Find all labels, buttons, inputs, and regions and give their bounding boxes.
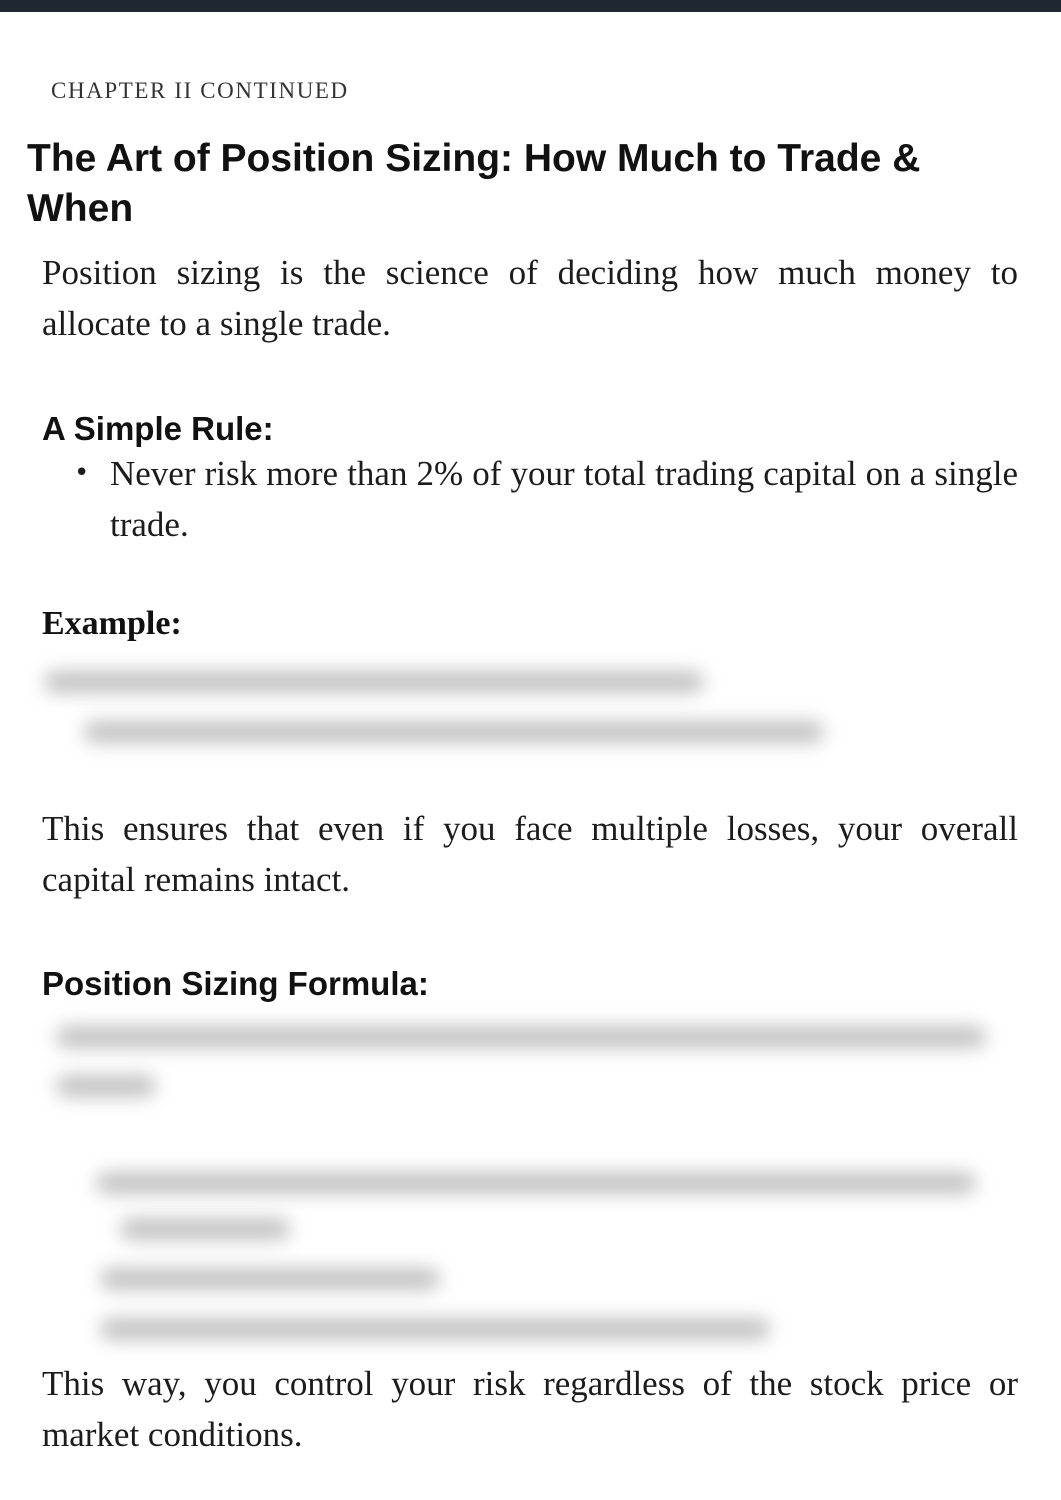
example-heading: Example: xyxy=(42,605,182,642)
intro-paragraph: Position sizing is the science of deciding how much money to allocate to a single trade. xyxy=(42,253,1018,343)
formula-heading: Position Sizing Formula: xyxy=(42,965,429,1002)
blurred-line xyxy=(120,1218,290,1240)
blurred-line xyxy=(44,671,704,693)
top-bar xyxy=(0,0,1061,12)
closing-paragraph: This way, you control your risk regardless of the stock price or market conditions. xyxy=(42,1364,1018,1454)
blurred-line xyxy=(84,721,824,743)
list-item xyxy=(42,448,1018,550)
blurred-line xyxy=(96,1172,976,1194)
chapter-label: CHAPTER II CONTINUED xyxy=(51,78,349,103)
simple-rule-heading: A Simple Rule: xyxy=(42,410,274,447)
blurred-line xyxy=(100,1268,440,1290)
list-item-text: Never risk more than 2% of your total trading capital on a single trade. xyxy=(110,454,1018,544)
page-title: The Art of Position Sizing: How Much to Trade & When xyxy=(27,137,921,230)
ensures-paragraph: This ensures that even if you face multiple losses, your overall capital remains intact. xyxy=(42,809,1018,899)
bullet-icon: • xyxy=(74,458,90,488)
blurred-line xyxy=(100,1318,770,1340)
blurred-line xyxy=(56,1026,986,1048)
blurred-line xyxy=(56,1075,156,1097)
simple-rule-list xyxy=(42,448,1018,550)
